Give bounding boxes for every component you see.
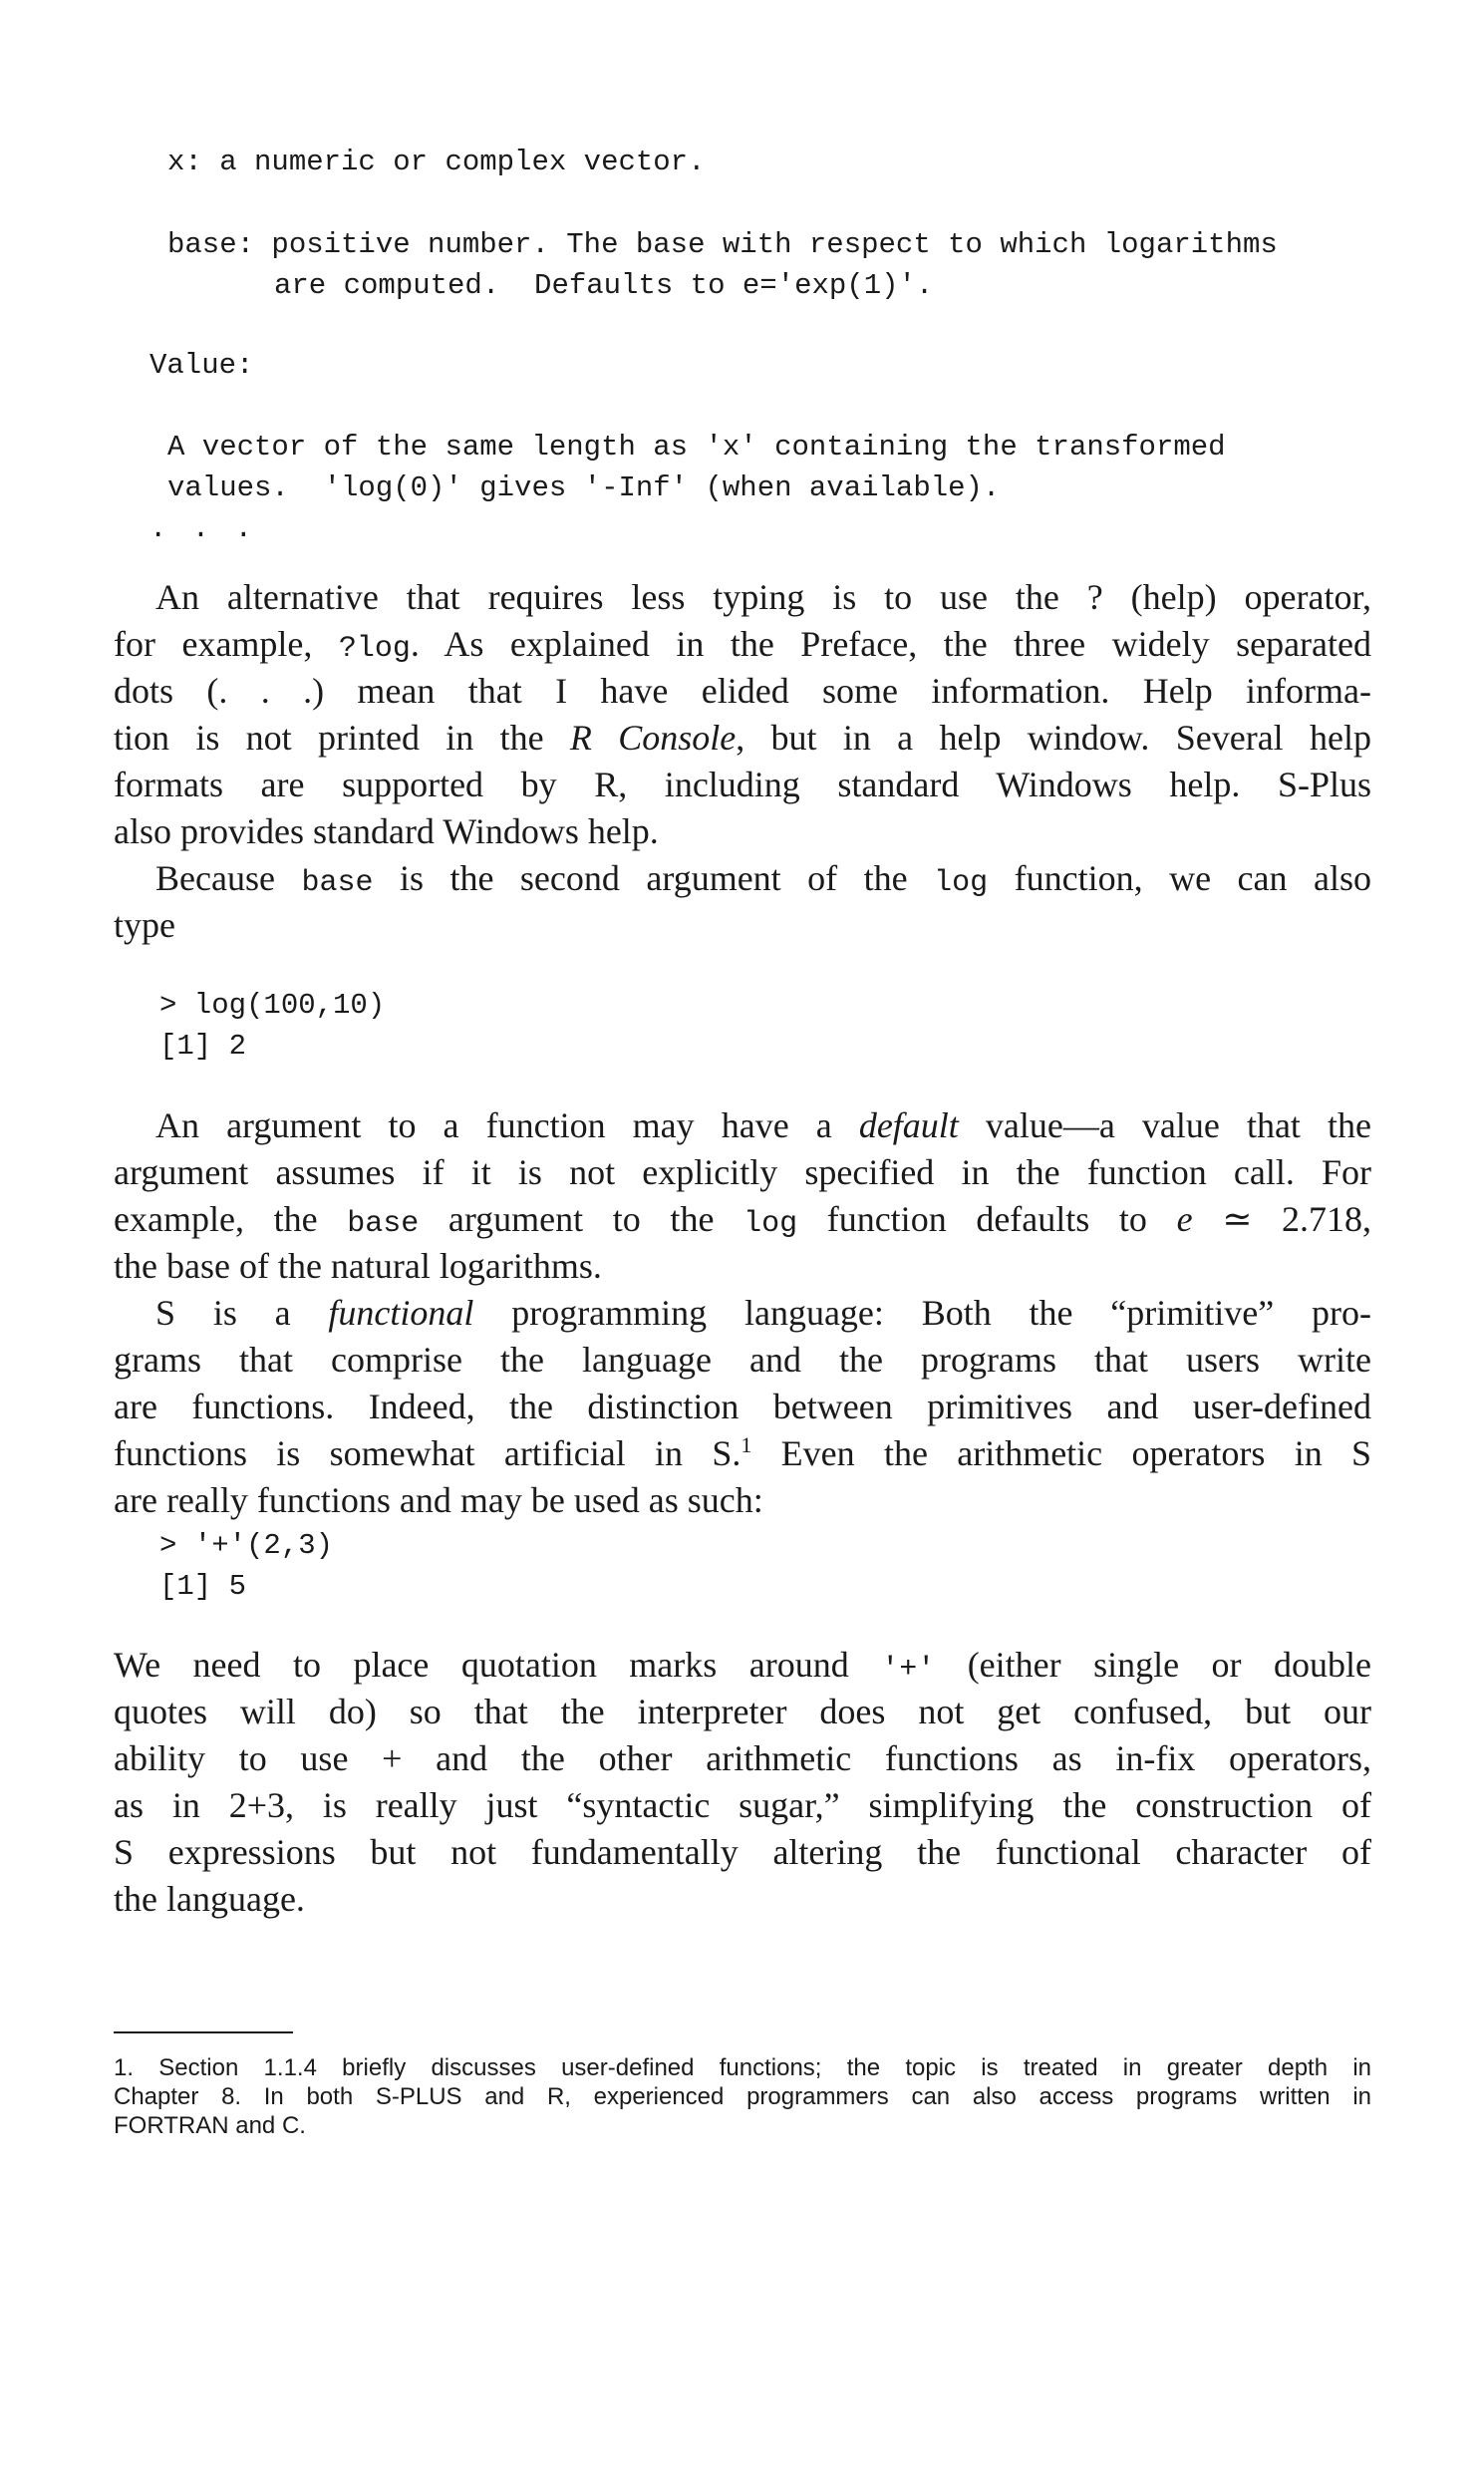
code-plus-result: [1] 5: [159, 1570, 247, 1603]
p5-line5: S expressions but not fundamentally altering the functional character of: [114, 1832, 1371, 1872]
inline-code-log: log: [934, 866, 989, 900]
p5-line6: the language.: [114, 1879, 305, 1919]
code-plus-call: > '+'(2,3): [159, 1529, 334, 1562]
help-value-line2: values. 'log(0)' gives '-Inf' (when available).: [167, 471, 1001, 504]
p1-line6: also provides standard Windows help.: [114, 811, 659, 851]
p5-line3: ability to use + and the other arithmetic functions as in-fix operators,: [114, 1738, 1371, 1778]
help-arg-base-line1: base: positive number. The base with respect to which logarithms: [167, 228, 1278, 261]
paragraph-default-value: An argument to a function may have a default value—a value that the argument assumes if it is not explicitly specified in the function call. For example, the base argument to the log function defaults to e ≃ 2.718, the base of the natural logarithms.: [114, 1105, 1372, 1286]
default-term: default: [858, 1105, 959, 1145]
footnote: [114, 2053, 1371, 2140]
paragraph-functional-language: S is a functional programming language: Both the “primitive” pro- grams that comprise the language and the programs that users write are functions. Indeed, the distinction between primitives and user-defined functions is somewhat artificial in S.$^1$ Even the arithmetic operators in S are really functions and may be used as such:: [114, 1293, 1372, 1520]
p1-line3: dots (. . .) mean that I have elided some information. Help informa-: [114, 671, 1371, 711]
p2-line2: type: [114, 905, 175, 945]
p3-line2: argument assumes if it is not explicitly specified in the function call. For: [114, 1152, 1371, 1192]
help-arg-x: x: a numeric or complex vector.: [167, 146, 706, 178]
help-value-line1: A vector of the same length as 'x' containing the transformed: [167, 431, 1226, 464]
r-console-term: R Console: [569, 718, 737, 758]
paragraph-syntactic-sugar: We need to place quotation marks around '+' (either single or double quotes will do) so that the interpreter does not get confused, but our ability to use + and the other arithmetic functions as in-fix operators, as in 2+3, is really just “syntactic sugar,” simplifying the construction of S expressions but not fundamentally altering the functional character of the language.: [114, 1645, 1371, 1919]
p3-line4: the base of the natural logarithms.: [114, 1246, 602, 1286]
footnote-divider: [114, 2031, 293, 2033]
functional-term: functional: [328, 1293, 474, 1333]
help-arg-base-line2: are computed. Defaults to e='exp(1)'.: [274, 269, 934, 302]
inline-code-qlog: ?log: [338, 632, 411, 666]
help-ellipsis: . . .: [149, 512, 257, 545]
footnote-line2: Chapter 8. In both S-PLUS and R, experienced programmers can also access programs written in: [114, 2083, 1371, 2110]
inline-code-plus: '+': [881, 1653, 936, 1687]
paragraph-base-argument: Because base is the second argument of the log function, we can also type: [114, 858, 1371, 945]
p4-line5: are really functions and may be used as such:: [114, 1480, 763, 1520]
footnote-marker: 1: [741, 1432, 752, 1457]
p1-line1: An alternative that requires less typing is to use the ? (help) operator,: [155, 577, 1371, 617]
footnote-line1: 1. Section 1.1.4 briefly discusses user-defined functions; the topic is treated in greater depth in: [114, 2054, 1371, 2081]
paragraph-help-operator: An alternative that requires less typing is to use the ? (help) operator, for example, ?log. As explained in the Preface, the three widely separated dots (. . .) mean that I have elided some information. Help informa- tion is not printed in the R Console, but in a help window. Several help formats are supported by R, including standard Windows help. S-Plus also provides standard Windows help.: [114, 577, 1371, 851]
euler-e: e: [1176, 1199, 1193, 1239]
inline-code-base: base: [301, 866, 374, 900]
code-log-result: [1] 2: [159, 1030, 247, 1063]
footnote-line3: FORTRAN and C.: [114, 2112, 306, 2139]
p5-line4: as in 2+3, is really just “syntactic sugar,” simplifying the construction of: [114, 1785, 1371, 1825]
code-log-call: > log(100,10): [159, 989, 386, 1022]
p4-line3: are functions. Indeed, the distinction between primitives and user-defined: [114, 1387, 1371, 1426]
p5-line2: quotes will do) so that the interpreter does not get confused, but our: [114, 1692, 1371, 1731]
help-value-heading: Value:: [149, 349, 254, 382]
p4-line2: grams that comprise the language and the programs that users write: [114, 1340, 1371, 1380]
p1-line5: formats are supported by R, including standard Windows help. S-Plus: [114, 765, 1371, 804]
